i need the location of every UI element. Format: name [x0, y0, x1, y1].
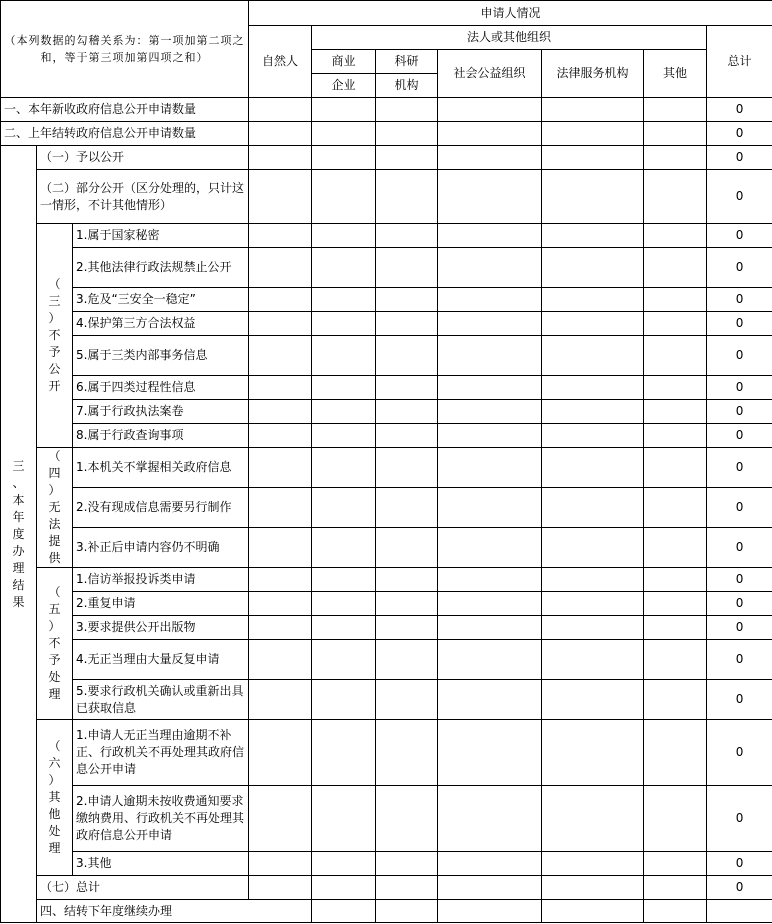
g6-item: 1.申请人无正当理由逾期不补正、行政机关不再处理其政府信息公开申请 [73, 720, 249, 786]
g3-item: 8.属于行政查询事项 [73, 424, 249, 448]
total-cell: 0 [707, 640, 772, 680]
group4-label-char: 法 [48, 517, 61, 531]
group5-label-char: （ [48, 585, 61, 599]
group5-label-char: ） [48, 619, 61, 633]
g5-item: 5.要求行政机关确认或重新出具已获取信息 [73, 680, 249, 720]
group5-label-char: 理 [48, 687, 61, 701]
section3-label-char: 本 [12, 492, 25, 507]
total-cell: 0 [707, 448, 772, 488]
section3-label-char: 年 [12, 509, 25, 524]
group3-label-char: 开 [48, 379, 61, 393]
group3-label-char: （ [48, 277, 61, 291]
total-cell: 0 [707, 376, 772, 400]
group5-label-char: 五 [48, 602, 61, 616]
research-header-line1: 科研 [376, 50, 438, 74]
total-cell: 0 [707, 312, 772, 336]
total-cell: 0 [707, 876, 772, 900]
section3-label [1, 146, 37, 923]
section3-label-char: 、 [12, 475, 25, 490]
group6-label-char: 处 [48, 824, 61, 838]
total-cell: 0 [707, 122, 772, 146]
group4-label-char: 提 [48, 534, 61, 548]
g3-item: 2.其他法律行政法规禁止公开 [73, 248, 249, 288]
public-welfare-header: 社会公益组织 [438, 50, 542, 98]
g3-item: 4.保护第三方合法权益 [73, 312, 249, 336]
total-cell: 0 [707, 568, 772, 592]
group3-label-char: 公 [48, 362, 61, 376]
row-g7: （七）总计 [37, 876, 249, 900]
group6-label-char: 六 [48, 756, 61, 770]
row-carried-over: 二、上年结转政府信息公开申请数量 [1, 122, 249, 146]
group5-label-char: 处 [48, 670, 61, 684]
group6-label-char: ） [48, 773, 61, 787]
total-header: 总计 [707, 26, 772, 98]
row-g2: （二）部分公开（区分处理的，只计这一情形，不计其他情形） [37, 170, 249, 224]
g4-item: 3.补正后申请内容仍不明确 [73, 528, 249, 568]
total-cell: 0 [707, 98, 772, 122]
row-carry-forward: 四、结转下年度继续办理 [37, 900, 312, 923]
total-cell: 0 [707, 720, 772, 786]
section3-label-char: 果 [12, 594, 25, 609]
group6-label-char: （ [48, 739, 61, 753]
group6-label-char: 其 [48, 790, 61, 804]
note-cell: （本列数据的勾稽关系为：第一项加第二项之和，等于第三项加第四项之和） [1, 1, 249, 98]
section3-label-char: 办 [12, 543, 25, 558]
group5-label-char: 不 [48, 636, 61, 650]
applicant-situation-header: 申请人情况 [249, 1, 772, 26]
group4-label-char: （ [48, 449, 61, 463]
research-header-line2: 机构 [376, 74, 438, 98]
group6-label-char: 他 [48, 807, 61, 821]
g3-item: 1.属于国家秘密 [73, 224, 249, 248]
group4-label-char: 无 [48, 500, 61, 514]
commercial-header-line2: 企业 [312, 74, 376, 98]
g3-item: 7.属于行政执法案卷 [73, 400, 249, 424]
natural-person-header: 自然人 [249, 26, 312, 98]
legal-entity-header: 法人或其他组织 [312, 26, 707, 50]
total-cell: 0 [707, 288, 772, 312]
group4-label-char: ） [48, 483, 61, 497]
g6-item: 3.其他 [73, 852, 249, 876]
group3-label-char: 三 [48, 294, 61, 308]
section3-label-char: 三 [12, 458, 25, 473]
section3-label-char: 理 [12, 560, 25, 575]
g5-item: 4.无正当理由大量反复申请 [73, 640, 249, 680]
group3-label [37, 224, 73, 448]
group5-label [37, 568, 73, 720]
commercial-header-line1: 商业 [312, 50, 376, 74]
total-cell: 0 [707, 224, 772, 248]
total-cell: 0 [707, 852, 772, 876]
total-cell: 0 [707, 488, 772, 528]
group4-label-char: 供 [48, 551, 61, 565]
total-cell: 0 [707, 400, 772, 424]
g4-item: 2.没有现成信息需要另行制作 [73, 488, 249, 528]
total-cell: 0 [707, 170, 772, 224]
group6-label-char: 理 [48, 841, 61, 855]
group3-label-char: 予 [48, 345, 61, 359]
group6-label [37, 720, 73, 876]
total-cell: 0 [707, 786, 772, 852]
total-cell: 0 [707, 528, 772, 568]
g3-item: 3.危及“三安全一稳定” [73, 288, 249, 312]
other-header: 其他 [644, 50, 707, 98]
group3-label-char: 不 [48, 328, 61, 342]
total-cell: 0 [707, 336, 772, 376]
row-new-requests: 一、本年新收政府信息公开申请数量 [1, 98, 249, 122]
total-cell: 0 [707, 680, 772, 720]
legal-service-header: 法律服务机构 [542, 50, 644, 98]
total-cell: 0 [707, 616, 772, 640]
total-cell: 0 [707, 146, 772, 170]
group4-label [37, 448, 73, 568]
g5-item: 1.信访举报投诉类申请 [73, 568, 249, 592]
row-g1: （一）予以公开 [37, 146, 249, 170]
g3-item: 5.属于三类内部事务信息 [73, 336, 249, 376]
g3-item: 6.属于四类过程性信息 [73, 376, 249, 400]
total-cell: 0 [707, 248, 772, 288]
g5-item: 3.要求提供公开出版物 [73, 616, 249, 640]
section3-label-char: 结 [12, 577, 25, 592]
total-cell: 0 [707, 424, 772, 448]
section3-label-char: 度 [12, 526, 25, 541]
g5-item: 2.重复申请 [73, 592, 249, 616]
group5-label-char: 予 [48, 653, 61, 667]
g4-item: 1.本机关不掌握相关政府信息 [73, 448, 249, 488]
total-cell: 0 [707, 592, 772, 616]
group4-label-char: 四 [48, 466, 61, 480]
g6-item: 2.申请人逾期未按收费通知要求缴纳费用、行政机关不再处理其政府信息公开申请 [73, 786, 249, 852]
group3-label-char: ） [48, 311, 61, 325]
